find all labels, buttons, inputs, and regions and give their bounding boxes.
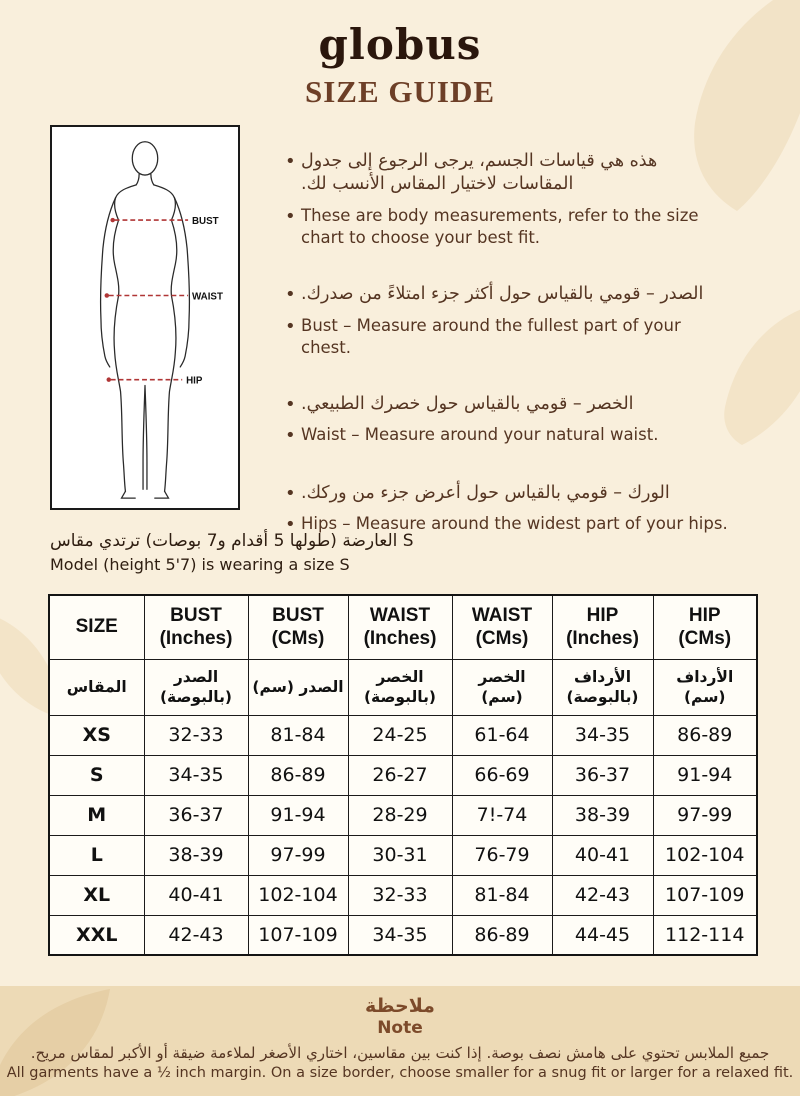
- column-header-hip-inches-arabic: الأرداف (بالبوصة): [552, 659, 653, 715]
- column-header-size-arabic: المقاس: [49, 659, 144, 715]
- measurement-cell: 86-89: [452, 915, 552, 955]
- model-note-arabic: العارضة (طولها 5 أقدام و7 بوصات) ترتدي مقاس S: [50, 531, 414, 551]
- measurement-cell: 28-29: [348, 795, 452, 835]
- measurement-cell: 36-37: [552, 755, 653, 795]
- instruction-english: • Bust – Measure around the fullest part of your chest.: [301, 315, 681, 357]
- list-item: [285, 150, 733, 197]
- table-header-row-arabic: [49, 659, 757, 715]
- instruction-group-hip: [285, 482, 733, 537]
- measurement-cell: 36-37: [144, 795, 248, 835]
- list-item: [285, 315, 733, 359]
- measurement-cell: 112-114: [653, 915, 757, 955]
- measurement-cell: 97-99: [653, 795, 757, 835]
- instructions-list: [285, 150, 733, 570]
- measurement-cell: 97-99: [248, 835, 348, 875]
- size-label-cell: L: [49, 835, 144, 875]
- table-header-row-english: [49, 595, 757, 659]
- size-label-cell: M: [49, 795, 144, 835]
- instruction-group-body: [285, 150, 733, 249]
- size-label-cell: S: [49, 755, 144, 795]
- measurement-cell: 32-33: [348, 875, 452, 915]
- table-row: [49, 835, 757, 875]
- column-header-label: BUST: [170, 604, 222, 626]
- figure-feet: [122, 491, 169, 498]
- list-item: [285, 283, 733, 306]
- instruction-english: • These are body measurements, refer to the size chart to choose your best fit.: [301, 205, 699, 247]
- measurement-cell: 86-89: [248, 755, 348, 795]
- table-row: [49, 755, 757, 795]
- column-header-bust-inches: [144, 595, 248, 659]
- measurement-cell: 91-94: [248, 795, 348, 835]
- measurement-cell: 107-109: [248, 915, 348, 955]
- list-item: [285, 205, 733, 249]
- column-header-unit: (Inches): [363, 628, 437, 650]
- column-header-unit: (CMs): [678, 628, 732, 650]
- brand-logo: globus: [318, 20, 482, 69]
- body-figure-illustration: [52, 127, 238, 508]
- measurement-cell: 102-104: [653, 835, 757, 875]
- instruction-group-bust: [285, 283, 733, 359]
- figure-inner-legs: [143, 386, 147, 490]
- column-header-label: HIP: [586, 604, 619, 626]
- instruction-arabic: • الورك – قومي بالقياس حول أعرض جزء من وركك.: [301, 482, 670, 503]
- figure-left-outline: [113, 185, 136, 491]
- column-header-unit: (Inches): [159, 628, 233, 650]
- size-table-body: [49, 715, 757, 955]
- figure-right-outline: [154, 185, 177, 491]
- measurement-cell: 42-43: [552, 875, 653, 915]
- note-body-english: All garments have a ½ inch margin. On a size border, choose smaller for a snug fit or larger for a relaxed fit.: [6, 1065, 794, 1081]
- list-item: [285, 424, 733, 447]
- figure-left-arm: [101, 198, 116, 367]
- waist-line-dot: [105, 293, 110, 298]
- list-item: [285, 482, 733, 505]
- column-header-hip-cms-arabic: الأرداف (سم): [653, 659, 757, 715]
- measurement-cell: 32-33: [144, 715, 248, 755]
- note-title-english: Note: [377, 1018, 423, 1038]
- measurement-cell: 102-104: [248, 875, 348, 915]
- measurement-cell: 7!-74: [452, 795, 552, 835]
- column-header-bust-cms-arabic: الصدر (سم): [248, 659, 348, 715]
- column-header-unit: (CMs): [475, 628, 529, 650]
- measurement-cell: 42-43: [144, 915, 248, 955]
- column-header-bust-inches-arabic: الصدر (بالبوصة): [144, 659, 248, 715]
- bust-label: BUST: [191, 216, 219, 228]
- instruction-english: • Hips – Measure around the widest part of your hips.: [301, 514, 728, 534]
- list-item: [285, 393, 733, 416]
- table-row: [49, 915, 757, 955]
- instruction-group-waist: [285, 393, 733, 448]
- model-note-english: Model (height 5'7) is wearing a size S: [50, 554, 350, 574]
- measurement-cell: 86-89: [653, 715, 757, 755]
- waist-label: WAIST: [191, 291, 223, 303]
- note-title-arabic: ملاحظة: [365, 995, 435, 1017]
- table-row: [49, 715, 757, 755]
- column-header-label: WAIST: [471, 604, 533, 626]
- measurement-cell: 38-39: [552, 795, 653, 835]
- measurement-cell: 38-39: [144, 835, 248, 875]
- column-header-label: SIZE: [75, 616, 118, 638]
- note-body-arabic: جميع الملابس تحتوي على هامش نصف بوصة. إذا كنت بين مقاسين، اختاري الأصغر لملاءمة ضيقة أو الأكبر لمقاس مريح.: [30, 1044, 770, 1062]
- measurement-cell: 81-84: [452, 875, 552, 915]
- measurement-cell: 40-41: [552, 835, 653, 875]
- column-header-waist-cms-arabic: الخصر (سم): [452, 659, 552, 715]
- measurement-cell: 81-84: [248, 715, 348, 755]
- measurement-cell: 34-35: [144, 755, 248, 795]
- table-row: [49, 795, 757, 835]
- instruction-arabic: • الصدر – قومي بالقياس حول أكثر جزء امتلاءً من صدرك.: [301, 284, 704, 305]
- column-header-label: WAIST: [369, 604, 431, 626]
- column-header-waist-inches-arabic: الخصر (بالبوصة): [348, 659, 452, 715]
- figure-neck: [136, 174, 154, 185]
- column-header-waist-inches: [348, 595, 452, 659]
- figure-head: [132, 142, 157, 175]
- measurement-cell: 24-25: [348, 715, 452, 755]
- column-header-size: [49, 595, 144, 659]
- column-header-label: BUST: [272, 604, 324, 626]
- size-label-cell: XL: [49, 875, 144, 915]
- size-chart-table: [48, 594, 758, 956]
- size-label-cell: XS: [49, 715, 144, 755]
- measurement-cell: 66-69: [452, 755, 552, 795]
- measurement-cell: 91-94: [653, 755, 757, 795]
- measurement-cell: 61-64: [452, 715, 552, 755]
- size-label-cell: XXL: [49, 915, 144, 955]
- measurement-cell: 76-79: [452, 835, 552, 875]
- column-header-unit: (CMs): [271, 628, 325, 650]
- measurement-cell: 107-109: [653, 875, 757, 915]
- page-title: SIZE GUIDE: [304, 74, 496, 109]
- bust-line-dot: [110, 218, 115, 223]
- model-note: [50, 530, 470, 576]
- column-header-label: HIP: [688, 604, 721, 626]
- measurement-cell: 30-31: [348, 835, 452, 875]
- measurement-cell: 34-35: [348, 915, 452, 955]
- column-header-waist-cms: [452, 595, 552, 659]
- table-row: [49, 875, 757, 915]
- measurement-cell: 40-41: [144, 875, 248, 915]
- body-measurement-diagram: [50, 125, 240, 510]
- instruction-arabic: • هذه هي قياسات الجسم، يرجى الرجوع إلى جدول المقاسات لاختيار المقاس الأنسب لك.: [301, 151, 658, 195]
- note-footer: [0, 986, 800, 1096]
- instruction-english: • Waist – Measure around your natural waist.: [301, 425, 659, 445]
- column-header-hip-inches: [552, 595, 653, 659]
- measurement-cell: 26-27: [348, 755, 452, 795]
- column-header-unit: (Inches): [566, 628, 639, 650]
- instruction-arabic: • الخصر – قومي بالقياس حول خصرك الطبيعي.: [301, 393, 634, 414]
- measurement-cell: 34-35: [552, 715, 653, 755]
- hip-label: HIP: [186, 375, 203, 387]
- figure-right-arm: [174, 198, 189, 367]
- column-header-bust-cms: [248, 595, 348, 659]
- measurement-cell: 44-45: [552, 915, 653, 955]
- hip-line-dot: [107, 377, 112, 382]
- column-header-hip-cms: [653, 595, 757, 659]
